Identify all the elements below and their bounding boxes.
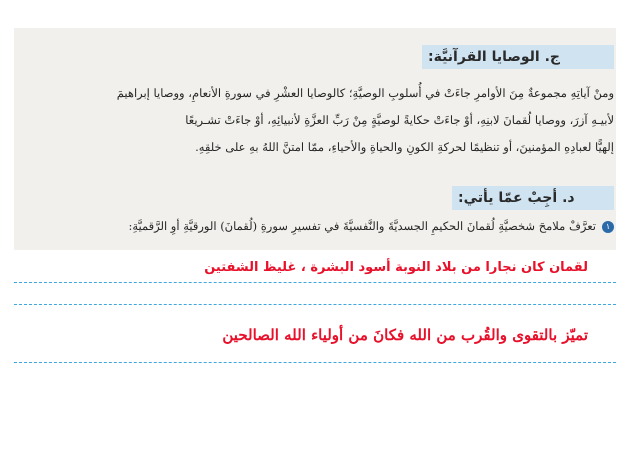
paragraph <box>74 80 614 161</box>
question-number: ١ <box>602 221 614 233</box>
dotted-divider <box>14 362 616 363</box>
paragraph-line: إلهيًّا لعبادِهِ المؤمنينَ، أو تنظيمًا لحركةِ الكونِ والحياةِ والأحياءِ، ممّا امتنَّ اللهُ بهِ على خلقِهِ. <box>195 140 614 154</box>
exercise-heading: د. أجِبْ عمّا يأتي: <box>452 186 614 210</box>
answer-line-2: تميّز بالتقوى والقُرب من الله فكانَ من أولياء الله الصالحين <box>222 326 588 344</box>
answer-line-1: لقمان كان نجارا من بلاد النوبة أسود البشرة ، غليظ الشفتين <box>204 260 588 275</box>
dotted-divider <box>14 304 616 305</box>
dotted-divider <box>14 282 616 283</box>
paragraph-line: لأبيـهِ آزرَ، ووصايا لُقمانَ لابنِهِ، أوْ جاءَتْ حكايةً لوصيَّةٍ مِنْ رَبِّ العزَّةِ لأنبيائِهِ، أوْ جاءَتْ تشـريعًا <box>185 113 614 127</box>
section-heading: ج. الوصايا القرآنيَّة: <box>422 45 614 69</box>
question <box>74 214 614 238</box>
question-text: تعرَّفْ ملامحَ شخصيَّةِ لُقمانَ الحكيمِ الجسديَّةَ والنَّفسيَّةَ في تفسيرِ سورةِ (لُقمانَ) الورقيَّةِ أوِ الرَّقميَّةِ: <box>128 219 596 233</box>
paragraph-line: ومنْ آياتِهِ مجموعةٌ مِنَ الأوامرِ جاءَتْ في أُسلوبِ الوصيَّةِ؛ كالوصايا العشْرِ في سورةِ الأنعامِ، ووصايا إبراهيمَ <box>116 86 614 100</box>
